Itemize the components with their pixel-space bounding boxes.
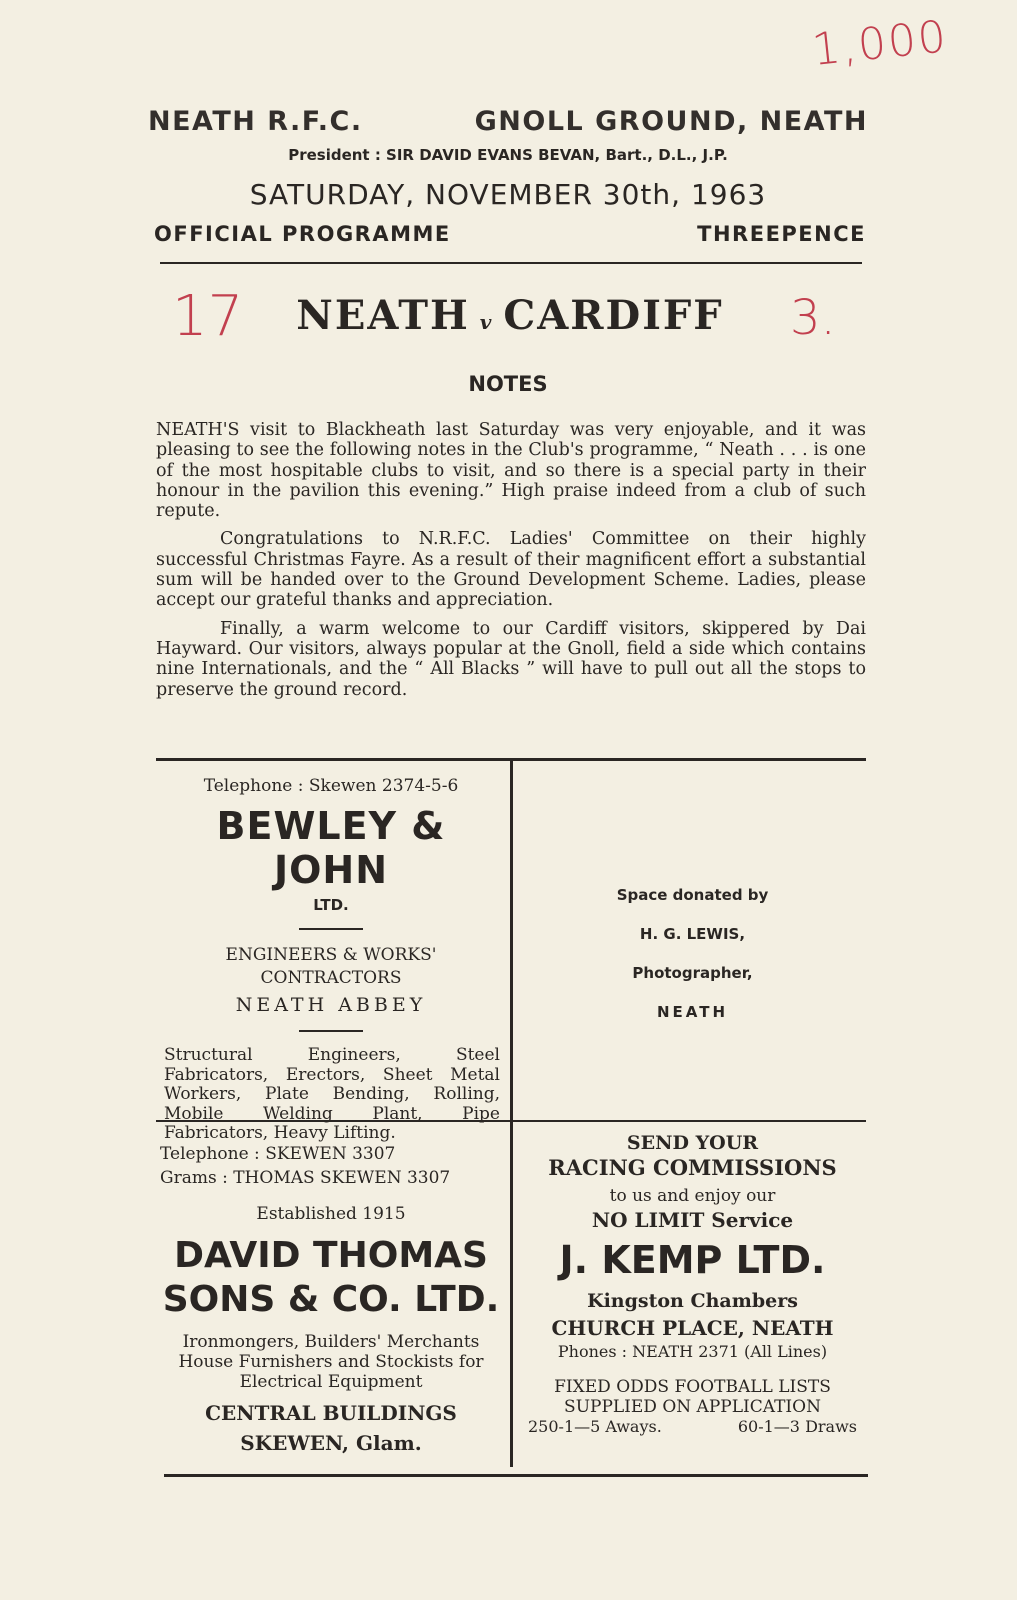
ad-odds-aways: 250-1—5 Aways. <box>528 1417 662 1436</box>
home-team: NEATH <box>296 292 470 339</box>
ad-address: SKEWEN, Glam. <box>240 1431 422 1455</box>
ad-j-kemp <box>520 1132 865 1436</box>
ad-telephone: Telephone : Skewen 2374-5-6 <box>203 776 459 796</box>
ad-line: Photographer, <box>632 964 753 982</box>
ad-address: CENTRAL BUILDINGS <box>205 1401 457 1425</box>
ad-description: Structural Engineers, Steel Fabricators, Erectors, Sheet Metal Workers, Plate Bending, Rolling, Mobile Welding Plant, Pipe Fabricators, Heavy Lifting. <box>164 1045 500 1143</box>
ad-fixed-odds <box>520 1377 865 1417</box>
ad-line: NO LIMIT Service <box>591 1208 794 1232</box>
notes-paragraph: Finally, a warm welcome to our Cardiff visitors, skippered by Dai Hayward. Our visitors, always popular at the Gnoll, field a side which contains nine Internationals, and the “ All Blacks ” will have to pull out all the stops to preserve the ground record. <box>156 618 866 700</box>
ad-company-name: DAVID THOMAS <box>174 1235 488 1276</box>
handwritten-neath-score: 17 <box>172 284 244 349</box>
ads-vertical-rule <box>510 761 513 1467</box>
header-club-row <box>148 106 868 137</box>
ad-divider <box>299 1030 363 1032</box>
ad-line: SEND YOUR <box>626 1132 759 1154</box>
ad-odds-row <box>520 1417 865 1436</box>
programme-row <box>154 222 866 246</box>
ad-company-name: BEWLEY & JOHN <box>216 804 446 892</box>
ad-trade-line: ENGINEERS & WORKS' <box>225 945 437 965</box>
ad-hg-lewis <box>520 876 865 1032</box>
ad-line: Space donated by <box>616 886 769 904</box>
ad-location: NEATH ABBEY <box>235 994 427 1016</box>
ad-description-line: Electrical Equipment <box>239 1372 423 1392</box>
ad-address: Kingston Chambers <box>587 1290 798 1312</box>
ads-bottom-rule <box>164 1474 868 1477</box>
ad-description-line: Ironmongers, Builders' Merchants <box>182 1332 480 1352</box>
ad-company-name: J. KEMP LTD. <box>559 1238 826 1282</box>
notes-paragraph: NEATH'S visit to Blackheath last Saturday was very enjoyable, and it was pleasing to see the following notes in the Club's programme, “ Neath . . . is one of the most hospitable clubs to visit, and so there is a special party in their honour in the pavilion this evening.” High praise indeed from a club of such repute. <box>156 420 866 522</box>
match-date: SATURDAY, NOVEMBER 30th, 1963 <box>249 178 767 211</box>
programme-label: OFFICIAL PROGRAMME <box>154 222 451 246</box>
ground-name: GNOLL GROUND, NEATH <box>474 106 868 137</box>
handwritten-cardiff-score: 3. <box>790 290 836 346</box>
ad-trade-line: CONTRACTORS <box>260 968 402 988</box>
ad-company-name: SONS & CO. LTD. <box>162 1279 500 1320</box>
president-line: President : SIR DAVID EVANS BEVAN, Bart., D.L., J.P. <box>288 146 728 164</box>
match-title <box>150 292 870 339</box>
ad-david-thomas <box>160 1142 502 1458</box>
ad-description-line: House Furnishers and Stockists for <box>178 1352 484 1372</box>
ad-line: H. G. LEWIS, <box>639 925 746 943</box>
ad-line: NEATH <box>656 1003 729 1021</box>
ad-address: CHURCH PLACE, NEATH <box>551 1316 834 1340</box>
ad-grams: Grams : THOMAS SKEWEN 3307 <box>160 1168 451 1188</box>
notes-paragraph: Congratulations to N.R.F.C. Ladies' Committee on their highly successful Christmas Fayre. As a result of their magnificent effort a substantial sum will be handed over to the Ground Development Scheme. Ladies, please accept our grateful thanks and appreciation. <box>156 529 866 611</box>
header-divider <box>160 262 862 264</box>
notes-body <box>156 420 866 708</box>
ad-telephone: Telephone : SKEWEN 3307 <box>160 1144 396 1164</box>
ad-line: to us and enjoy our <box>609 1186 776 1206</box>
ad-line: RACING COMMISSIONS <box>548 1155 837 1180</box>
away-team: CARDIFF <box>503 292 724 339</box>
ad-fixed-odds-line: FIXED ODDS FOOTBALL LISTS <box>554 1377 831 1397</box>
ad-odds-draws: 60-1—3 Draws <box>737 1417 857 1436</box>
ad-fixed-odds-line: SUPPLIED ON APPLICATION <box>564 1397 821 1417</box>
ad-phones: Phones : NEATH 2371 (All Lines) <box>557 1342 828 1361</box>
notes-title: NOTES <box>468 372 548 396</box>
ad-company-suffix: LTD. <box>313 896 349 914</box>
ad-bewley-john <box>156 776 506 1144</box>
club-name: NEATH R.F.C. <box>148 106 363 137</box>
ad-divider <box>299 928 363 930</box>
programme-price: THREEPENCE <box>697 222 866 246</box>
ad-description <box>160 1332 502 1392</box>
versus-label: v <box>479 310 494 334</box>
ad-established: Established 1915 <box>256 1204 406 1224</box>
handwritten-price-note: 1,000 <box>809 11 951 76</box>
